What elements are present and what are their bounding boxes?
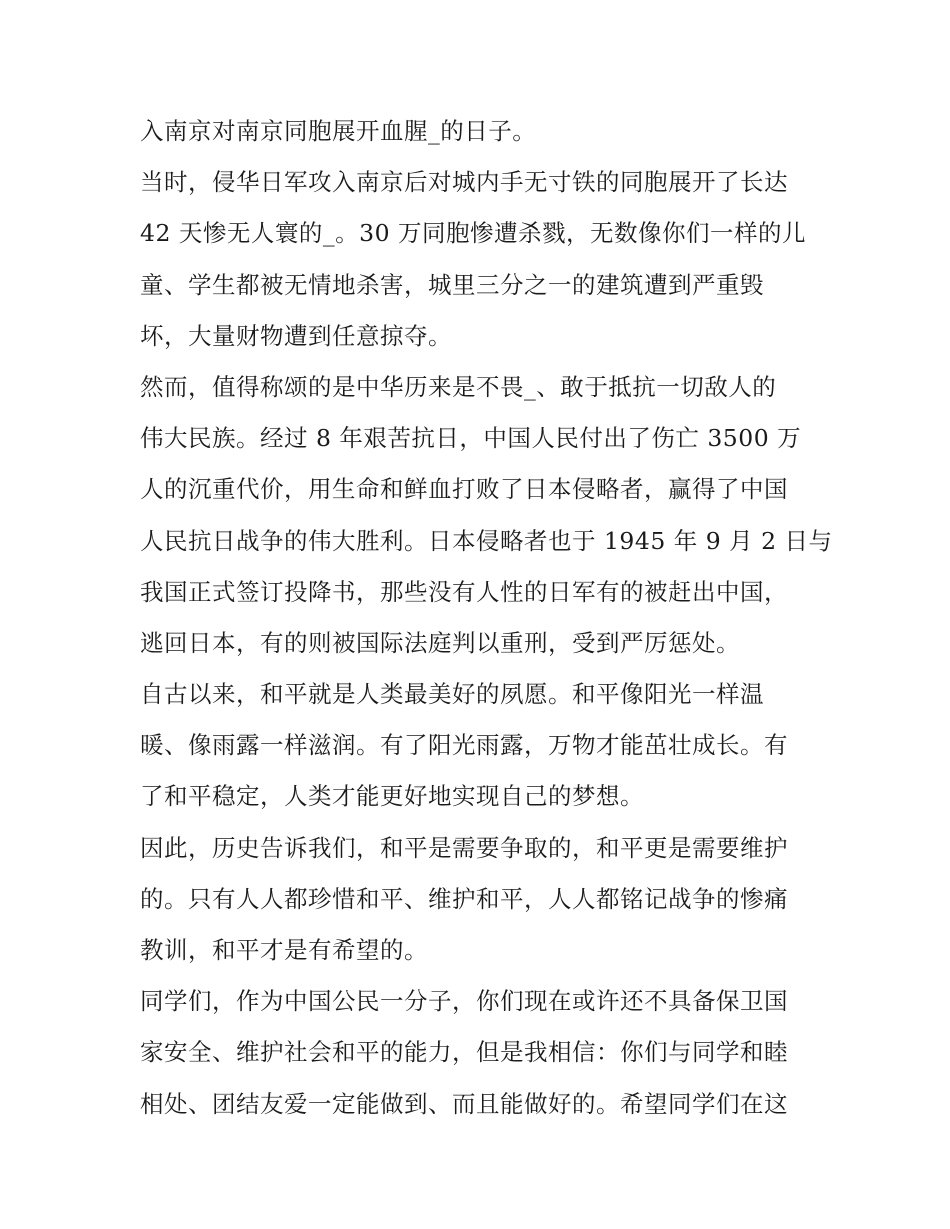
- text-line: 坏，大量财物遭到任意掠夺。: [140, 321, 452, 350]
- text-line: 入南京对南京同胞展开血腥_的日子。: [140, 117, 537, 145]
- text-line: 42 天惨无人寰的_。30 万同胞惨遭杀戮，无数像你们一样的儿: [140, 219, 806, 248]
- text-line: 逃回日本，有的则被国际法庭判以重刑，受到严厉惩处。: [140, 628, 740, 657]
- text-line: 童、学生都被无情地杀害，城里三分之一的建筑遭到严重毁: [140, 270, 764, 299]
- text-line: 相处、团结友爱一定能做到、而且能做好的。希望同学们在这: [140, 1089, 788, 1118]
- text-line: 教训，和平才是有希望的。: [140, 936, 428, 964]
- text-line: 了和平稳定，人类才能更好地实现自己的梦想。: [140, 782, 644, 811]
- text-line: 我国正式签订投降书，那些没有人性的日军有的被赶出中国，: [140, 577, 788, 606]
- text-line: 因此，历史告诉我们，和平是需要争取的，和平更是需要维护: [140, 833, 788, 862]
- text-line: 人民抗日战争的伟大胜利。日本侵略者也于 1945 年 9 月 2 日与: [140, 526, 833, 555]
- text-line: 家安全、维护社会和平的能力，但是我相信：你们与同学和睦: [140, 1038, 788, 1067]
- text-line: 同学们，作为中国公民一分子，你们现在或许还不具备保卫国: [140, 987, 788, 1016]
- text-line: 暖、像雨露一样滋润。有了阳光雨露，万物才能茁壮成长。有: [140, 731, 788, 760]
- text-line: 的。只有人人都珍惜和平、维护和平，人人都铭记战争的惨痛: [140, 884, 788, 913]
- document-body: [140, 106, 833, 1130]
- text-line: 伟大民族。经过 8 年艰苦抗日，中国人民付出了伤亡 3500 万: [140, 424, 802, 453]
- text-line: 人的沉重代价，用生命和鲜血打败了日本侵略者，赢得了中国: [140, 475, 788, 504]
- text-line: 当时，侵华日军攻入南京后对城内手无寸铁的同胞展开了长达: [140, 168, 788, 197]
- text-line: 自古以来，和平就是人类最美好的夙愿。和平像阳光一样温: [140, 680, 764, 709]
- text-line: 然而，值得称颂的是中华历来是不畏_、敢于抵抗一切敌人的: [140, 372, 777, 401]
